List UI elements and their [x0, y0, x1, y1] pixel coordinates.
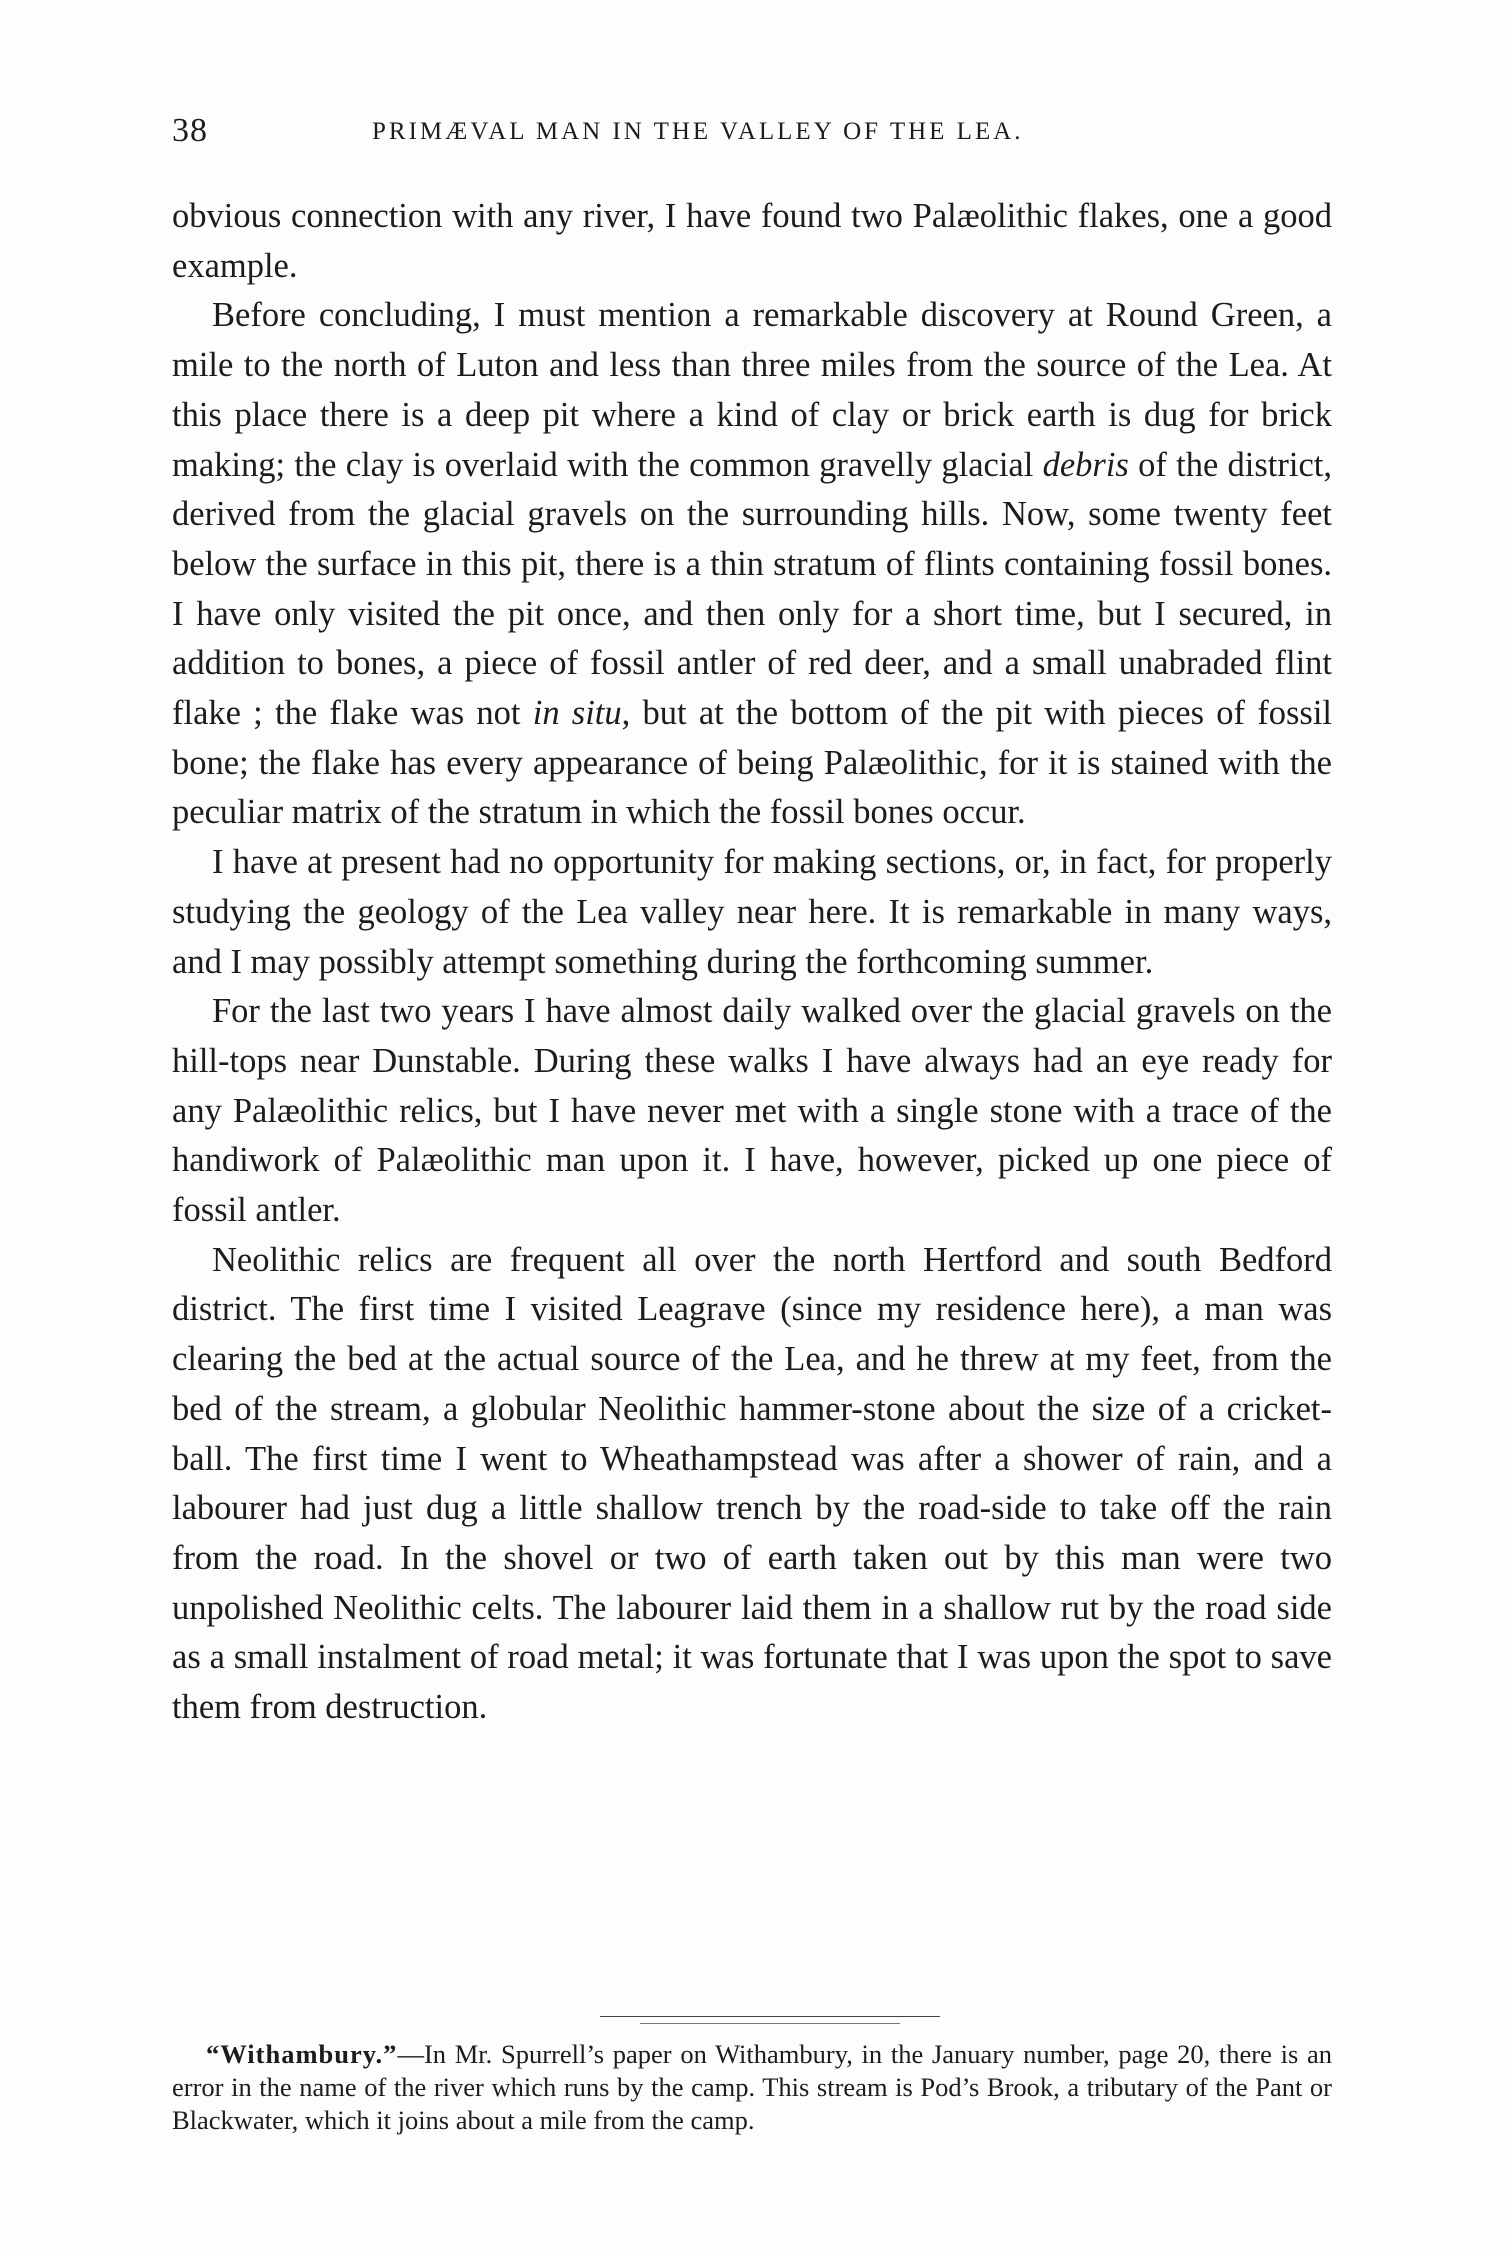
paragraph-sections: I have at present had no opportunity for making sections, or, in fact, for properly studying the geology of the Lea valley near here. It is remarkable in many ways, and I may possibly attempt something during the forthcoming summer. — [172, 843, 1332, 981]
footnote — [172, 2038, 1332, 2137]
running-head: PRIMÆVAL MAN IN THE VALLEY OF THE LEA. — [372, 118, 1024, 145]
paragraph-text: of the district, derived from the glacial gravels on the surrounding hills. Now, some twenty feet below the surface in this pit, there is a thin stratum of flints containing fossil bones. I have only visited the pit once, and then only for a short time, but I secured, in addition to bones, a piece of fossil antler of red deer, and a small unabraded flint flake ; the flake was not — [172, 445, 1332, 733]
page-number: 38 — [172, 112, 208, 149]
body-text — [172, 192, 1332, 1733]
paragraph-dunstable: For the last two years I have almost daily walked over the glacial gravels on the hill-tops near Dunstable. During these walks I have always had an eye ready for any Palæolithic relics, but I have never met with a single stone with a trace of the handiwork of Palæolithic man upon it. I have, however, picked up one piece of fossil antler. — [172, 992, 1332, 1230]
italic-in-situ: in situ — [532, 694, 622, 733]
footnote-text: Mr. Spurrell’s paper on Withambury, in the January number, page 20, there is an error in the name of the river which runs by the camp. This stream is Pod’s Brook, a tributary of the Pant or Blackwater, which it joins about a mile from the camp. — [172, 2039, 1332, 2135]
paragraph-continuation: obvious connection with any river, I have found two Palæolithic flakes, one a good example. — [172, 197, 1332, 285]
footnote-title: “Withambury.” — [206, 2039, 398, 2069]
paragraph-round-green — [172, 291, 1332, 838]
footnote-rule — [600, 2016, 940, 2017]
paragraph-text: , but at the bottom of the pit with pieces of fossil bone; the flake has every appearance of being Palæolithic, for it is stained with the peculiar matrix of the stratum in which the fossil bones occur. — [172, 694, 1333, 832]
page-header — [172, 112, 1332, 162]
footnote-dash: —In — [397, 2039, 455, 2069]
paragraph-text: Before concluding, I must mention a remarkable discovery at Round Green, a mile to the north of Luton and less than three miles from the source of the Lea. At this place there is a deep pit where a kind of clay or brick earth is dug for brick making; the clay is overlaid with the common gravelly glacial — [172, 296, 1332, 484]
paragraph-neolithic: Neolithic relics are frequent all over the north Hertford and south Bedford district. The first time I visited Leagrave (since my residence here), a man was clearing the bed at the actual source of the Lea, and he threw at my feet, from the bed of the stream, a globular Neolithic hammer-stone about the size of a cricket-ball. The first time I went to Wheathampstead was after a shower of rain, and a labourer had just dug a little shallow trench by the road-side to take off the rain from the road. In the shovel or two of earth taken out by this man were two unpolished Neolithic celts. The labourer laid them in a shallow rut by the road side as a small instalment of road metal; it was fortunate that I was upon the spot to save them from destruction. — [172, 1240, 1332, 1727]
italic-debris: debris — [1042, 445, 1129, 484]
footnote-rule-secondary — [640, 2023, 900, 2024]
